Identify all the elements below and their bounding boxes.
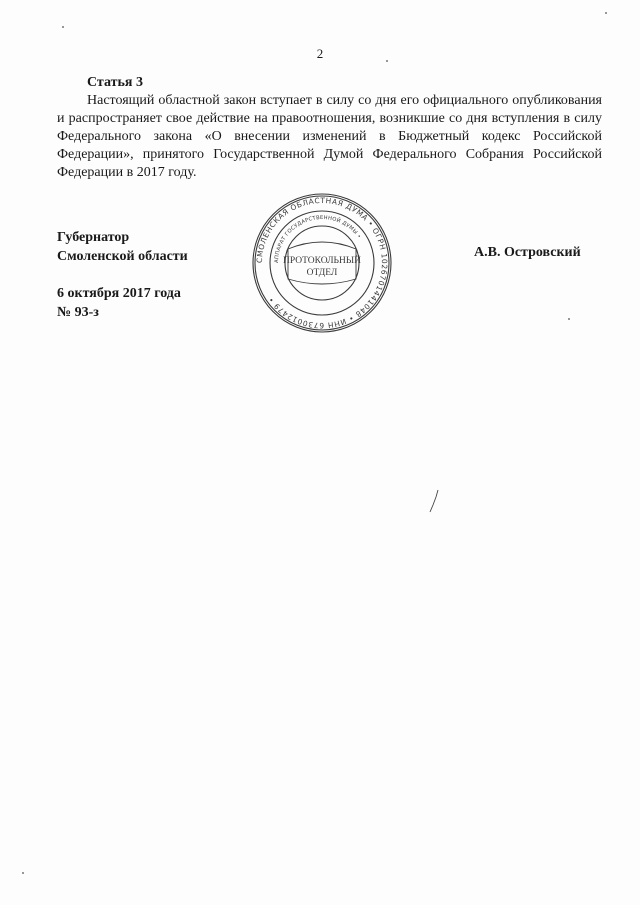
pen-mark	[428, 488, 440, 514]
signature-block	[57, 228, 188, 322]
signatory-name: А.В. Островский	[474, 245, 581, 260]
official-seal	[252, 193, 392, 333]
law-date: 6 октября 2017 года	[57, 286, 181, 301]
article-text: Настоящий областной закон вступает в силу со дня его официального опубликования и распространяет свое действие на правоотношения, возникшие со дня вступления в силу Федерального закона «О внесении изменений в Бюджетный кодекс Российской Федерации», принятого Государственной Думой Федерального Собрания Российской Федерации в 2017 году.	[57, 93, 602, 180]
scan-speck	[568, 318, 570, 320]
seal-center-line1: ПРОТОКОЛЬНЫЙ	[282, 256, 362, 266]
signatory-position-line1: Губернатор	[57, 230, 130, 245]
scan-speck	[22, 872, 24, 874]
seal-graphic	[252, 193, 392, 333]
seal-center-line2: ОТДЕЛ	[306, 268, 338, 278]
seal-inner-ring-text: АППАРАТ ГОСУДАРСТВЕННОЙ ДУМЫ •	[273, 214, 363, 264]
article-title: Статья 3	[87, 75, 143, 90]
article-section	[57, 74, 602, 182]
scan-speck	[605, 12, 607, 14]
scan-speck	[386, 60, 388, 62]
law-number: № 93-з	[57, 305, 99, 320]
scan-speck	[62, 26, 64, 28]
signatory-position-line2: Смоленской области	[57, 249, 188, 264]
seal-outer-ring-text: СМОЛЕНСКАЯ ОБЛАСТНАЯ ДУМА • ОГРН 1026701441048 • ИНН 6730012479 •	[254, 195, 390, 331]
page-number: 2	[316, 46, 324, 61]
